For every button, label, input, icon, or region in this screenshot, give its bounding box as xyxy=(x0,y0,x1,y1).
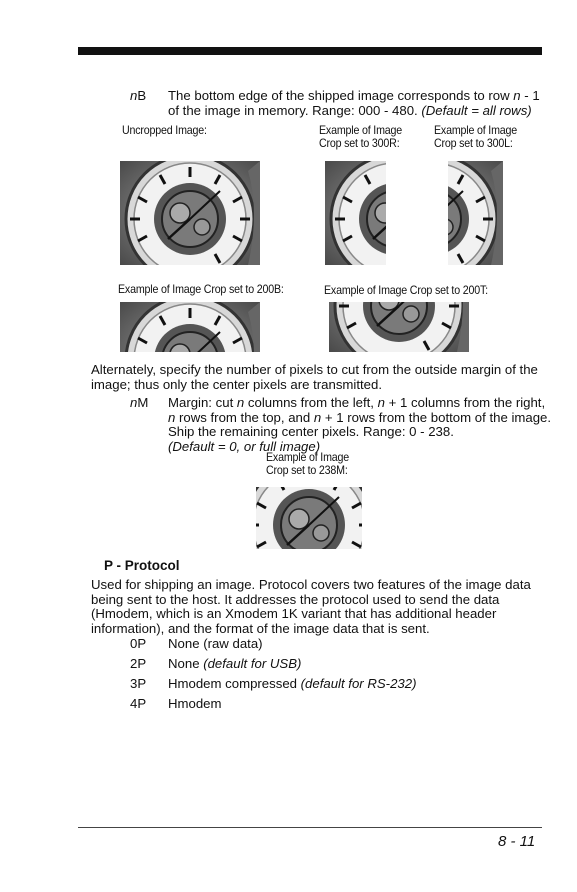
crop-200b-image xyxy=(120,302,260,352)
protocol-paragraph: Used for shipping an image. Protocol covers two features of the image data being sent to the host. It addresses the protocol used to send the data (Hmodem, which is an Xmodem 1K variant that has additional header information), and the format of the image data that is sent. xyxy=(91,577,531,636)
alternately-paragraph: Alternately, specify the number of pixels to cut from the outside margin of the image; thus only the center pixels are transmitted. xyxy=(91,362,538,392)
caption-300l: Example of Image Crop set to 300L: xyxy=(434,124,518,150)
nb-description: The bottom edge of the shipped image corresponds to row n - 1 of the image in memory. Range: 000 - 480. (Default = all rows) xyxy=(168,88,540,118)
crop-300r-image xyxy=(325,161,386,265)
protocol-heading: P - Protocol xyxy=(104,558,180,573)
code-nb: nB xyxy=(130,88,147,103)
caption-200b: Example of Image Crop set to 200B: xyxy=(118,283,284,296)
protocol-options xyxy=(130,637,550,717)
code-nm: nM xyxy=(130,395,149,410)
uncropped-image xyxy=(120,161,260,265)
caption-300r: Example of Image Crop set to 300R: xyxy=(319,124,403,150)
nm-description: Margin: cut n columns from the left, n + 1 columns from the right, n rows from the top, and n + 1 rows from the bottom of the image. Ship the remaining center pixels. Range: 0 - 238. (Default = 0, or full image) xyxy=(168,395,552,454)
footer-rule xyxy=(78,827,542,828)
crop-238m-image xyxy=(256,487,362,549)
caption-uncropped: Uncropped Image: xyxy=(122,124,207,137)
protocol-option: 3P Hmodem compressed (default for RS-232) xyxy=(130,676,417,691)
caption-238m: Example of Image Crop set to 238M: xyxy=(266,451,350,477)
caption-200t: Example of Image Crop set to 200T: xyxy=(324,284,488,297)
protocol-option: 4P Hmodem xyxy=(130,696,222,711)
protocol-option: 2P None (default for USB) xyxy=(130,656,302,671)
crop-300l-image xyxy=(448,161,503,265)
crop-200t-image xyxy=(329,302,469,352)
protocol-option: 0P None (raw data) xyxy=(130,636,263,651)
header-rule xyxy=(78,47,542,55)
page-number: 8 - 11 xyxy=(498,833,536,850)
